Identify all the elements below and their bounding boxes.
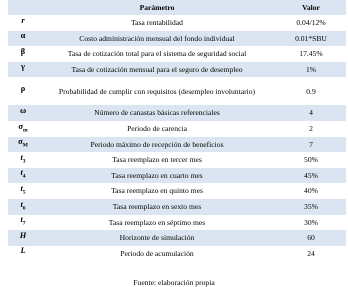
table-header-row	[8, 0, 346, 15]
row-value: 30%	[304, 217, 318, 227]
row-symbol: ω	[19, 106, 27, 116]
row-parameter: Horizonte de simulación	[119, 233, 195, 243]
row-value: 1%	[305, 64, 317, 74]
table-row	[8, 105, 346, 121]
row-parameter: Tasa reemplazo en séptimo mes	[108, 217, 206, 227]
row-parameter: Tasa reemplazo en tercer mes	[112, 155, 202, 165]
row-value: 50%	[304, 155, 318, 165]
row-parameter: Periodo de carencia	[127, 124, 187, 134]
row-value: 35%	[304, 201, 318, 211]
table-row	[8, 215, 346, 231]
table-row	[8, 31, 346, 47]
row-symbol: $t_4$	[20, 168, 26, 181]
table-row	[8, 152, 346, 168]
row-symbol: γ	[21, 62, 25, 72]
table-row	[8, 183, 346, 199]
row-value: 0.9	[306, 86, 316, 96]
table-row	[8, 168, 346, 184]
row-value: 24	[307, 248, 315, 258]
row-value: 4	[309, 108, 313, 118]
row-symbol: α	[20, 31, 26, 41]
row-parameter: Periodo de acumulación	[120, 248, 194, 258]
row-parameter: Tasa de cotización total para el sistema de seguridad social	[67, 49, 247, 59]
row-value: 0.04/12%	[296, 18, 326, 28]
row-value: 17.45%	[299, 49, 323, 59]
row-symbol: $t_5$	[20, 184, 26, 196]
row-parameter: Número de canastas básicas referenciales	[94, 108, 220, 118]
parameters-table	[8, 0, 346, 261]
row-symbol: $\sigma_M$	[18, 137, 28, 149]
row-symbol: $\sigma_m$	[18, 121, 28, 134]
row-parameter: Tasa rentabilidad	[131, 18, 183, 28]
row-value: 40%	[304, 186, 318, 196]
table-row	[8, 246, 346, 262]
header-symbol	[8, 0, 38, 15]
row-symbol: L	[20, 246, 26, 256]
row-symbol: β	[20, 46, 26, 56]
row-parameter: Periodo máximo de recepción de beneficios	[90, 139, 224, 149]
row-parameter: Tasa reemplazo en cuarto mes	[111, 170, 203, 180]
table-source-note: Fuente: elaboración propia	[133, 278, 215, 287]
row-parameter: Tasa reemplazo en sexto mes	[112, 201, 202, 211]
row-symbol: r	[21, 15, 25, 25]
row-value: 45%	[304, 170, 318, 180]
row-symbol: H	[19, 230, 27, 240]
table-row	[8, 77, 346, 105]
table-row	[8, 137, 346, 153]
table-row	[8, 62, 346, 78]
row-symbol: $t_6$	[20, 199, 26, 212]
row-value: 60	[307, 233, 315, 243]
row-parameter: Tasa de cotización mensual para el seguro de desempleo	[71, 64, 243, 74]
header-parameter: Parámetro	[139, 3, 175, 12]
row-parameter: Tasa reemplazo en quinto mes	[111, 186, 203, 196]
row-symbol: ρ	[20, 84, 26, 94]
row-symbol: $t_3$	[20, 152, 26, 165]
row-value: 7	[309, 139, 313, 149]
row-symbol: $t_7$	[20, 215, 26, 227]
table-row	[8, 230, 346, 246]
row-value: 2	[309, 124, 313, 134]
table-row	[8, 15, 346, 31]
row-parameter: Costo administración mensual del fondo individual	[79, 33, 235, 43]
header-value: Valor	[302, 3, 320, 12]
row-parameter: Probabilidad de cumplir con requisitos (desempleo involuntario)	[58, 86, 256, 96]
table-row	[8, 121, 346, 137]
table-row	[8, 46, 346, 62]
row-value: 0.01*SBU	[295, 33, 327, 43]
table-row	[8, 199, 346, 215]
